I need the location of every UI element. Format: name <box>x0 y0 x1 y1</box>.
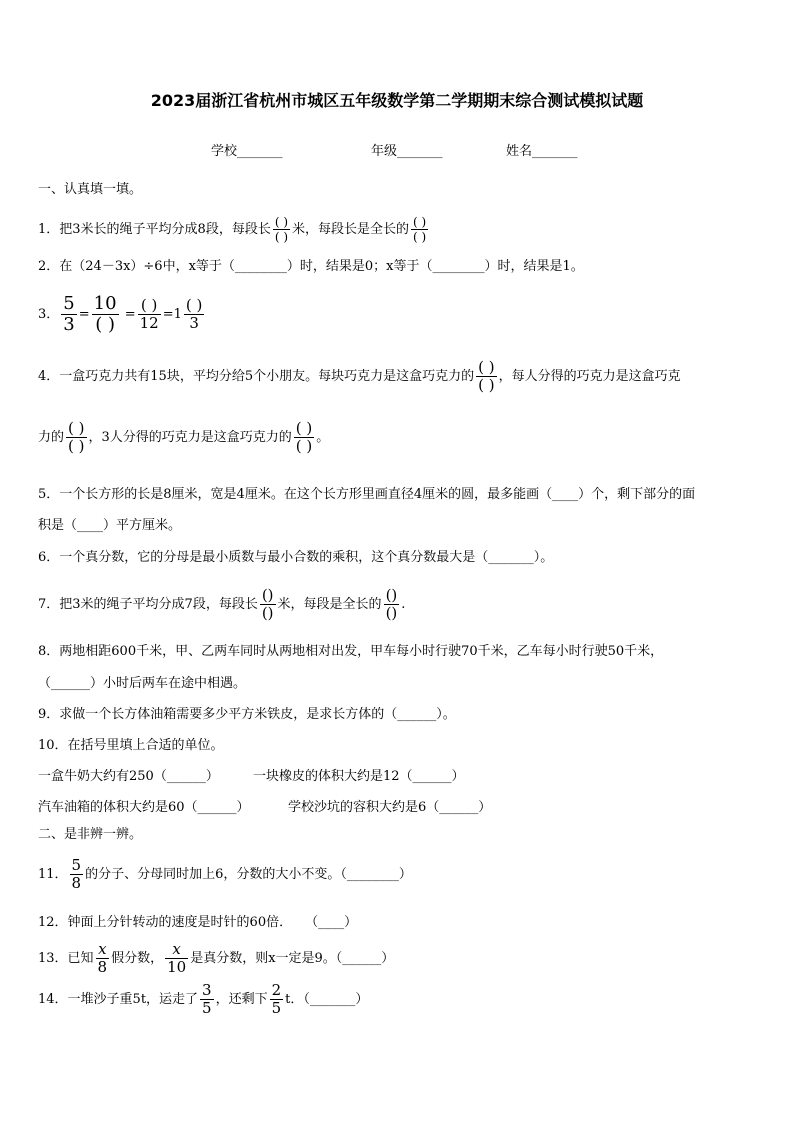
fraction-blank: $\frac{( )}{( )}$ <box>478 358 495 394</box>
fraction: $\frac{5}{3}$ <box>63 293 75 335</box>
fraction-blank: $\frac{()}{()}$ <box>261 586 274 622</box>
grade-field: 年级_______ <box>371 144 443 159</box>
fraction: $\frac{2}{5}$ <box>271 981 282 1017</box>
fraction-blank: $\frac{( )}{3}$ <box>185 296 203 332</box>
question-4-line-2: 力的 $\frac{( )}{( )}$ ，3人分得的巧克力是这盒巧克力的 $\frac{( )}{( )}$ 。 <box>38 419 330 455</box>
question-4-line-1: 4．一盒巧克力共有15块，平均分给5个小朋友。每块巧克力是这盒巧克力的 $\frac{( )}{( )}$ ，每人分得的巧克力是这盒巧克 <box>38 358 681 394</box>
fraction-blank: $\frac{( )}{( )}$ <box>413 215 427 244</box>
fraction: $\frac{x}{10}$ <box>167 940 187 976</box>
fraction-blank: $\frac{10}{( )}$ <box>93 293 117 335</box>
question-3: 3． $\frac{5}{3}$ = $\frac{10}{( )}$ = $\frac{( )}{12}$ =1 $\frac{( )}{3}$ <box>38 293 203 335</box>
question-9: 9．求做一个长方体油箱需要多少平方米铁皮，是求长方体的（______）。 <box>38 707 456 722</box>
question-10-item-1: 一盒牛奶大约有250（______） <box>38 769 219 784</box>
question-7: 7．把3米的绳子平均分成7段，每段长 $\frac{()}{()}$ 米，每段是全长的 $\frac{()}{()}$ . <box>38 586 406 622</box>
name-field: 姓名_______ <box>506 144 578 159</box>
question-12: 12．钟面上分针转动的速度是时针的60倍． （____） <box>38 915 358 930</box>
question-14: 14．一堆沙子重5t，运走了 $\frac{3}{5}$ ，还剩下 $\frac{2}{5}$ t．（_______） <box>38 981 369 1017</box>
fraction-blank: $\frac{()}{()}$ <box>385 586 398 622</box>
fraction: $\frac{3}{5}$ <box>202 981 212 1017</box>
fraction: $\frac{5}{8}$ <box>71 856 82 892</box>
section-heading-1: 一、认真填一填。 <box>38 182 143 197</box>
page-title: 2023届浙江省杭州市城区五年级数学第二学期期末综合测试模拟试题 <box>150 91 644 110</box>
section-heading-2: 二、是非辨一辨。 <box>38 827 143 842</box>
fraction-blank: $\frac{( )}{( )}$ <box>68 419 85 455</box>
question-13: 13．已知 $\frac{x}{8}$ 假分数， $\frac{x}{10}$ 是真分数，则x一定是9。（______） <box>38 940 395 976</box>
school-field: 学校_______ <box>211 144 283 159</box>
question-10-item-4: 学校沙坑的容积大约是6（______） <box>288 800 492 815</box>
fraction: $\frac{x}{8}$ <box>97 940 108 976</box>
question-10-item-3: 汽车油箱的体积大约是60（______） <box>38 800 250 815</box>
question-10: 10．在括号里填上合适的单位。 <box>38 738 224 753</box>
question-1: 1．把3米长的绳子平均分成8段，每段长 $\frac{( )}{( )}$ 米，每段长是全长的 $\frac{( )}{( )}$ <box>38 215 427 244</box>
question-5-line-2: 积是（____）平方厘米。 <box>38 518 182 533</box>
question-8-line-1: 8．两地相距600千米，甲、乙两车同时从两地相对出发，甲车每小时行驶70千米，乙车每小时行驶50千米， <box>38 644 664 659</box>
fraction-blank: $\frac{( )}{12}$ <box>139 296 159 332</box>
question-6: 6．一个真分数，它的分母是最小质数与最小合数的乘积，这个真分数最大是（_______）。 <box>38 550 554 565</box>
question-5-line-1: 5．一个长方形的长是8厘米，宽是4厘米。在这个长方形里画直径4厘米的圆，最多能画（____）个，剩下部分的面 <box>38 487 696 502</box>
fraction-blank: $\frac{( )}{( )}$ <box>274 215 289 244</box>
question-8-line-2: （______）小时后两车在途中相遇。 <box>38 676 247 691</box>
question-11: 11． $\frac{5}{8}$ 的分子、分母同时加上6，分数的大小不变。（________） <box>38 856 412 892</box>
question-2: 2．在（24－3x）÷6中，x等于（________）时，结果是0；x等于（________）时，结果是1。 <box>38 259 584 274</box>
question-10-item-2: 一块橡皮的体积大约是12（______） <box>253 769 465 784</box>
fraction-blank: $\frac{( )}{( )}$ <box>295 419 313 455</box>
